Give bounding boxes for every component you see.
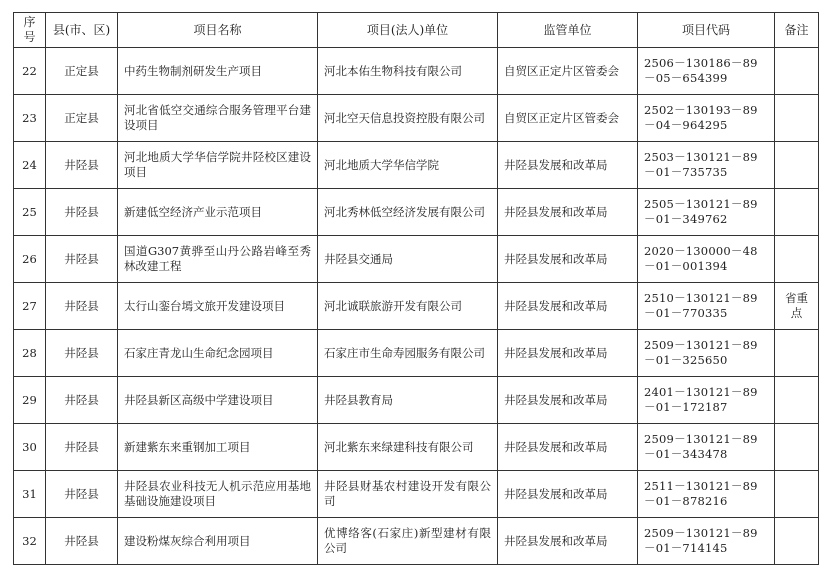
cell-project-code: 2020－130000－48－01－001394 <box>638 236 775 283</box>
table-row <box>14 518 819 565</box>
cell-note <box>775 236 819 283</box>
cell-project-name: 中药生物制剂研发生产项目 <box>118 48 318 95</box>
cell-county: 井陉县 <box>46 236 118 283</box>
cell-num: 22 <box>14 48 46 95</box>
cell-project-code: 2509－130121－89－01－325650 <box>638 330 775 377</box>
cell-project-name: 太行山銮台墕文旅开发建设项目 <box>118 283 318 330</box>
cell-project-code: 2401－130121－89－01－172187 <box>638 377 775 424</box>
cell-supervisor: 井陉县发展和改革局 <box>498 236 638 283</box>
cell-note: 省重点 <box>775 283 819 330</box>
cell-county: 井陉县 <box>46 283 118 330</box>
cell-project-org: 井陉县教育局 <box>318 377 498 424</box>
cell-note <box>775 330 819 377</box>
cell-project-org: 石家庄市生命寿园服务有限公司 <box>318 330 498 377</box>
cell-county: 井陉县 <box>46 189 118 236</box>
cell-note <box>775 518 819 565</box>
cell-project-name: 井陉县新区高级中学建设项目 <box>118 377 318 424</box>
table-row <box>14 471 819 518</box>
cell-project-org: 河北空天信息投资控股有限公司 <box>318 95 498 142</box>
cell-project-org: 河北紫东来绿建科技有限公司 <box>318 424 498 471</box>
cell-num: 25 <box>14 189 46 236</box>
table-row <box>14 283 819 330</box>
header-supervisor: 监管单位 <box>498 13 638 48</box>
cell-supervisor: 井陉县发展和改革局 <box>498 377 638 424</box>
cell-project-code: 2503－130121－89－01－735735 <box>638 142 775 189</box>
cell-num: 26 <box>14 236 46 283</box>
header-project-name: 项目名称 <box>118 13 318 48</box>
cell-project-org: 河北秀林低空经济发展有限公司 <box>318 189 498 236</box>
cell-num: 31 <box>14 471 46 518</box>
table-row <box>14 189 819 236</box>
cell-project-name: 新建紫东来重钢加工项目 <box>118 424 318 471</box>
table-row <box>14 48 819 95</box>
cell-project-name: 井陉县农业科技无人机示范应用基地基础设施建设项目 <box>118 471 318 518</box>
cell-county: 正定县 <box>46 95 118 142</box>
table-row <box>14 95 819 142</box>
cell-county: 正定县 <box>46 48 118 95</box>
cell-note <box>775 142 819 189</box>
cell-supervisor: 自贸区正定片区管委会 <box>498 48 638 95</box>
cell-project-org: 河北诚联旅游开发有限公司 <box>318 283 498 330</box>
cell-note <box>775 471 819 518</box>
cell-project-org: 优博络客(石家庄)新型建材有限公司 <box>318 518 498 565</box>
cell-num: 32 <box>14 518 46 565</box>
table-row <box>14 142 819 189</box>
cell-supervisor: 自贸区正定片区管委会 <box>498 95 638 142</box>
cell-project-org: 井陉县财基农村建设开发有限公司 <box>318 471 498 518</box>
cell-note <box>775 48 819 95</box>
table-header-row <box>14 13 819 48</box>
cell-supervisor: 井陉县发展和改革局 <box>498 518 638 565</box>
cell-note <box>775 377 819 424</box>
cell-project-name: 河北省低空交通综合服务管理平台建设项目 <box>118 95 318 142</box>
table-row <box>14 236 819 283</box>
cell-county: 井陉县 <box>46 424 118 471</box>
cell-supervisor: 井陉县发展和改革局 <box>498 283 638 330</box>
cell-num: 23 <box>14 95 46 142</box>
cell-project-code: 2511－130121－89－01－878216 <box>638 471 775 518</box>
cell-project-code: 2509－130121－89－01－714145 <box>638 518 775 565</box>
cell-county: 井陉县 <box>46 377 118 424</box>
cell-num: 24 <box>14 142 46 189</box>
cell-project-name: 新建低空经济产业示范项目 <box>118 189 318 236</box>
cell-project-code: 2502－130193－89－04－964295 <box>638 95 775 142</box>
table-row <box>14 424 819 471</box>
cell-project-org: 河北地质大学华信学院 <box>318 142 498 189</box>
cell-note <box>775 424 819 471</box>
cell-project-name: 建设粉煤灰综合利用项目 <box>118 518 318 565</box>
table-row <box>14 330 819 377</box>
cell-project-org: 井陉县交通局 <box>318 236 498 283</box>
cell-supervisor: 井陉县发展和改革局 <box>498 330 638 377</box>
cell-project-code: 2509－130121－89－01－343478 <box>638 424 775 471</box>
cell-note <box>775 95 819 142</box>
cell-project-code: 2510－130121－89－01－770335 <box>638 283 775 330</box>
cell-project-name: 石家庄青龙山生命纪念园项目 <box>118 330 318 377</box>
cell-project-code: 2506－130186－89－05－654399 <box>638 48 775 95</box>
cell-project-org: 河北本佑生物科技有限公司 <box>318 48 498 95</box>
cell-supervisor: 井陉县发展和改革局 <box>498 424 638 471</box>
cell-project-name: 河北地质大学华信学院井陉校区建设项目 <box>118 142 318 189</box>
header-num: 序号 <box>14 13 46 48</box>
cell-num: 30 <box>14 424 46 471</box>
cell-project-code: 2505－130121－89－01－349762 <box>638 189 775 236</box>
cell-county: 井陉县 <box>46 330 118 377</box>
cell-num: 28 <box>14 330 46 377</box>
cell-num: 29 <box>14 377 46 424</box>
cell-county: 井陉县 <box>46 518 118 565</box>
cell-supervisor: 井陉县发展和改革局 <box>498 189 638 236</box>
header-county: 县(市、区) <box>46 13 118 48</box>
cell-county: 井陉县 <box>46 142 118 189</box>
project-table <box>13 12 819 565</box>
header-project-code: 项目代码 <box>638 13 775 48</box>
cell-num: 27 <box>14 283 46 330</box>
cell-note <box>775 189 819 236</box>
header-project-org: 项目(法人)单位 <box>318 13 498 48</box>
cell-county: 井陉县 <box>46 471 118 518</box>
cell-supervisor: 井陉县发展和改革局 <box>498 471 638 518</box>
cell-supervisor: 井陉县发展和改革局 <box>498 142 638 189</box>
table-row <box>14 377 819 424</box>
cell-project-name: 国道G307黄骅至山丹公路岩峰至秀林改建工程 <box>118 236 318 283</box>
header-note: 备注 <box>775 13 819 48</box>
